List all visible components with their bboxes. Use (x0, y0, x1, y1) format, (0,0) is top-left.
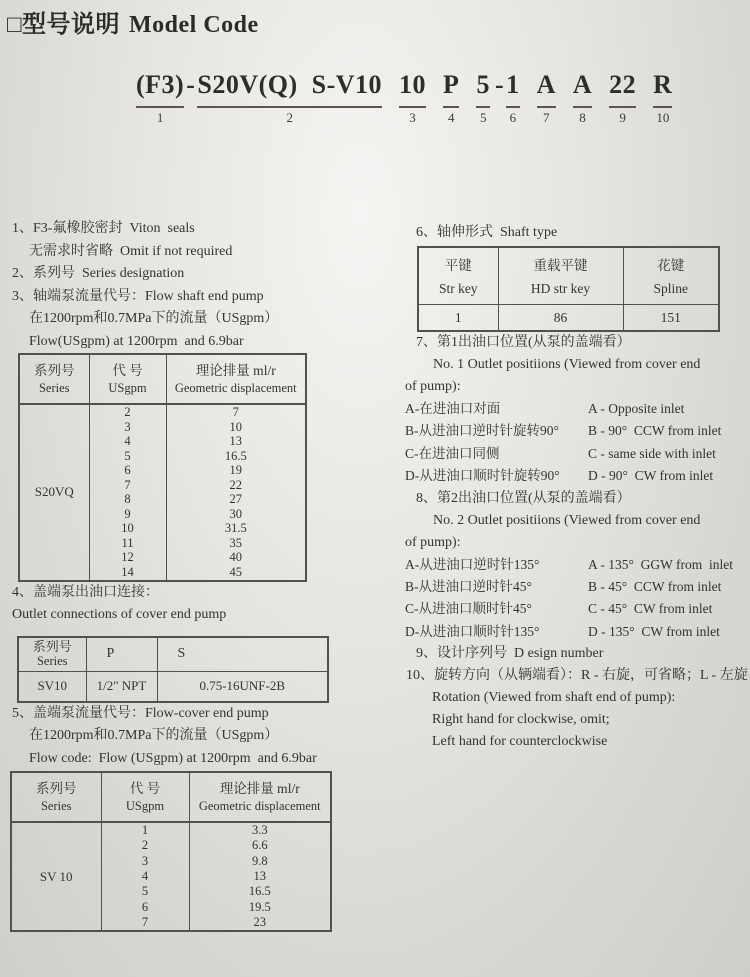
code-segment (136, 70, 184, 126)
col-hdstrkey-en: HD str key (530, 280, 591, 296)
code-text: 1 (506, 70, 520, 99)
outlet2-option-c: C-从进油口顺时针45° C - 45° CW from inlet (405, 601, 713, 617)
model-code-diagram (136, 70, 689, 126)
table-row: 2 6.6 (11, 838, 331, 853)
code-position-number: 4 (447, 110, 455, 125)
table-row: 10 31.5 (19, 521, 306, 536)
table-header-row (18, 637, 328, 672)
item2-line1: 2、系列号 Series designation (12, 266, 185, 281)
table-header-row (11, 772, 331, 822)
table-row: 4 13 (11, 869, 331, 884)
col-spline-en: Spline (653, 280, 688, 296)
col-s: S (157, 637, 328, 672)
table-row: S20VQ 2 7 (19, 404, 306, 420)
item5-line3: Flow code: Flow (USgpm) at 1200rpm and 6.9bar (29, 750, 317, 766)
table-row: SV10 1/2" NPT 0.75-16UNF-2B (18, 671, 328, 702)
item3-line2: 在1200rpm和0.7MPa下的流量（USgpm） (29, 311, 279, 326)
code-underline (653, 106, 672, 108)
series-cell: SV10 (18, 671, 86, 702)
item4-line2: Outlet connections of cover end pump (12, 607, 227, 623)
code-position-number: 8 (579, 110, 586, 125)
col-code-en: USgpm (125, 799, 165, 814)
item7-line3: of pump): (405, 379, 461, 394)
col-disp-zh: 理论排量 ml/r (195, 363, 276, 378)
code-position-number: 5 (479, 110, 487, 125)
col-strkey-zh: 平键 (444, 257, 472, 273)
outlet1-option-d: D-从进油口顺时针旋转90° D - 90° CW from inlet (405, 468, 714, 484)
table-row: 4 13 (19, 434, 306, 449)
item5-line2: 在1200rpm和0.7MPa下的流量（USgpm） (29, 728, 279, 744)
code-text: 22 (609, 70, 637, 99)
item10-line3: Right hand for clockwise, omit; (432, 712, 610, 728)
code-segment (653, 70, 672, 126)
col-hdstrkey-zh: 重载平键 (533, 257, 588, 273)
table-row: SV 10 1 3.3 (11, 822, 331, 838)
item9-line1: 9、设计序列号 D esign number (416, 646, 604, 662)
table-row: 11 35 (19, 536, 306, 551)
right-column (405, 222, 750, 753)
col-series-zh: 系列号 (34, 363, 75, 378)
item1-line1: 1、F3-氟橡胶密封 Viton seals (12, 221, 195, 236)
table-row: 5 16.5 (19, 449, 306, 464)
col-disp-en: Geometric displacement (198, 799, 321, 814)
table-row: 6 19.5 (11, 900, 331, 915)
table-row: 7 23 (11, 915, 331, 931)
table-header-row (19, 354, 306, 404)
code-segment (573, 70, 592, 126)
item8-line1: 8、第2出油口位置(从泵的盖端看） (416, 490, 631, 506)
code-underline (197, 106, 382, 108)
shaft-type-table (417, 246, 720, 332)
col-series-zh: 系列号 (32, 639, 72, 655)
outlet1-option-c: C-在进油口同侧 C - same side with inlet (405, 445, 716, 461)
flow-shaft-table (18, 353, 307, 582)
code-segment (506, 70, 520, 126)
code-text: P (443, 70, 460, 99)
code-text: (F3) (136, 70, 185, 99)
col-series-zh: 系列号 (36, 781, 77, 797)
table-row: 3 9.8 (11, 854, 331, 869)
code-segment (443, 70, 459, 126)
page-title (7, 4, 259, 39)
table-row: 14 45 (19, 565, 306, 581)
outlet1-option-a: A-在进油口对面 A - Opposite inlet (405, 401, 685, 416)
code-position-number: 2 (286, 110, 293, 125)
code-position-number: 1 (156, 110, 164, 125)
col-disp-en: Geometric displacement (174, 381, 297, 395)
code-segment (197, 70, 382, 126)
item7-line2: No. 1 Outlet positiions (Viewed from cover end (433, 357, 701, 372)
series-cell: SV 10 (39, 868, 73, 884)
flow-cover-table (10, 771, 332, 932)
page-title-zh: 型号说明 (22, 12, 120, 38)
table-row: 7 22 (19, 478, 306, 493)
code-segment (537, 70, 556, 126)
col-spline-zh: 花键 (657, 257, 685, 273)
series-cell: S20VQ (34, 484, 74, 499)
code-position-number: 10 (656, 110, 670, 125)
item5-line1: 5、盖端泵流量代号：Flow-cover end pump (12, 705, 269, 721)
col-strkey-en: Str key (438, 280, 478, 296)
item6-line1: 6、轴伸形式 Shaft type (416, 225, 558, 240)
code-text: R (653, 70, 673, 99)
code-text: A (536, 70, 556, 99)
code-segment (609, 70, 636, 126)
item10-line4: Left hand for counterclockwise (432, 734, 608, 750)
item8-line3: of pump): (405, 534, 461, 550)
col-code-zh: 代 号 (129, 781, 161, 797)
code-underline (443, 106, 459, 108)
table-row: 1 86 151 (418, 305, 719, 332)
code-segment (476, 70, 490, 126)
code-underline (136, 106, 184, 108)
col-disp-zh: 理论排量 ml/r (219, 781, 300, 797)
item10-line2: Rotation (Viewed from shaft end of pump): (432, 690, 676, 706)
code-text: S20V(Q) S-V10 (197, 70, 383, 99)
code-underline (506, 106, 520, 108)
code-separator: - (186, 70, 196, 99)
code-separator: - (494, 70, 505, 99)
col-code-zh: 代 号 (112, 363, 143, 378)
item8-line2: No. 2 Outlet positiions (Viewed from cover end (433, 512, 701, 528)
outlet-connection-table (17, 636, 329, 703)
item3-line1: 3、轴端泵流量代号：Flow shaft end pump (12, 288, 264, 304)
item3-line3: Flow(USgpm) at 1200rpm and 6.9bar (29, 333, 244, 349)
left-column (12, 218, 398, 932)
col-code-en: USgpm (108, 381, 147, 395)
table-row: 6 19 (19, 463, 306, 478)
col-series-en: Series (40, 799, 72, 814)
table-row: 9 30 (19, 507, 306, 522)
table-row: 12 40 (19, 550, 306, 565)
code-position-number: 9 (619, 110, 626, 125)
outlet2-option-a: A-从进油口逆时针135° A - 135° GGW from inlet (405, 556, 734, 572)
square-icon: □ (7, 12, 22, 38)
code-position-number: 6 (509, 110, 517, 125)
code-underline (609, 106, 636, 108)
code-text: 10 (399, 70, 427, 99)
table-header-row (418, 247, 719, 305)
outlet2-option-d: D-从进油口顺时针135° D - 135° CW from inlet (405, 623, 720, 639)
table-row: 3 10 (19, 420, 306, 435)
item4-line1: 4、盖端泵出油口连接： (12, 584, 159, 600)
page-title-en: Model Code (129, 12, 259, 38)
col-series-en: Series (36, 654, 68, 669)
item7-line1: 7、第1出油口位置(从泵的盖端看） (416, 335, 631, 350)
code-underline (476, 106, 490, 108)
code-underline (399, 106, 426, 108)
outlet1-option-b: B-从进油口逆时针旋转90° B - 90° CCW from inlet (405, 423, 722, 439)
code-position-number: 3 (409, 110, 416, 125)
table-row: 8 27 (19, 492, 306, 507)
col-series-en: Series (38, 381, 70, 395)
table-row: 5 16.5 (11, 884, 331, 899)
code-segment (399, 70, 426, 126)
code-text: 5 (476, 70, 490, 99)
code-position-number: 7 (543, 110, 550, 125)
col-p: P (86, 637, 157, 672)
outlet2-option-b: B-从进油口逆时针45° B - 45° CCW from inlet (405, 579, 722, 595)
code-underline (537, 106, 556, 108)
item1-line2: 无需求时省略 Omit if not required (29, 243, 233, 259)
code-underline (573, 106, 592, 108)
item10-line1: 10、旋转方向（从辆端看）：R - 右旋，可省略；L - 左旋 (406, 668, 748, 684)
code-text: A (572, 70, 593, 99)
